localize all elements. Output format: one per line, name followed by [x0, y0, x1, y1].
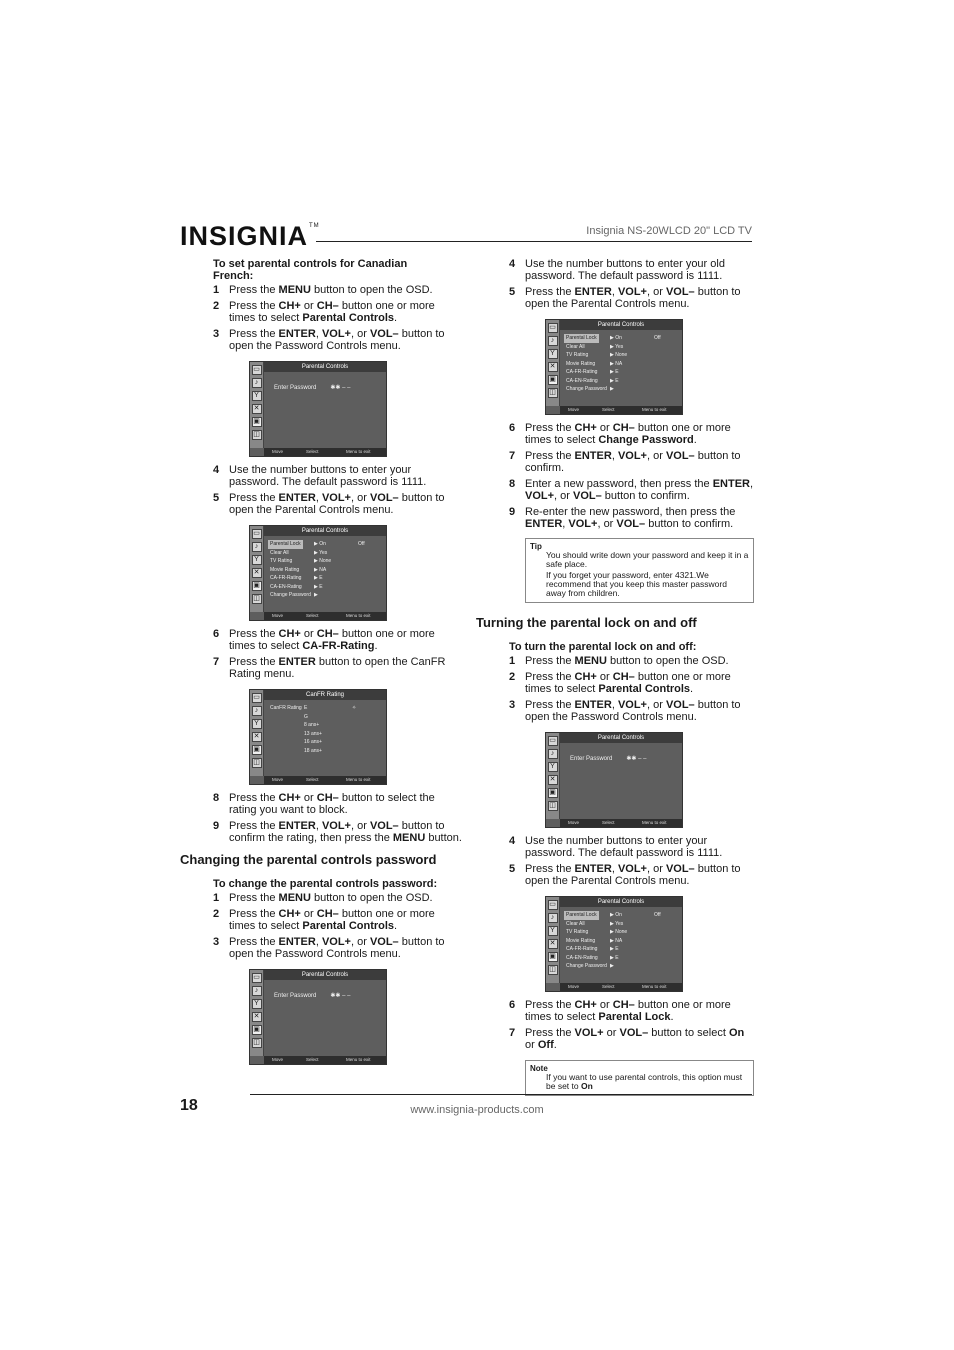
menu-row: Change Password ▶: [566, 963, 614, 969]
osd-title: CanFR Rating: [264, 690, 386, 700]
password-row: Enter Password ✱✱ – –: [274, 993, 351, 999]
menu-row: Movie Rating ▶ NA: [566, 937, 623, 944]
lock-step-5: 5 Press the ENTER, VOL+, or VOL– button to open the Parental Controls menu.: [509, 863, 741, 887]
note-box: [525, 1060, 754, 1096]
lock-icon: ▣: [549, 953, 556, 960]
input-icon: ◫: [549, 802, 556, 809]
osd-footer: Move Select Menu to exit: [264, 448, 386, 456]
lock-step-2: 2 Press the CH+ or CH– button one or more times to select Parental Controls.: [509, 671, 731, 695]
osd-parental-screen: [545, 319, 683, 415]
setup-icon: ✕: [548, 939, 558, 949]
tip-text-2: If you forget your password, enter 4321.We recommend that you keep this master password away from children.: [546, 570, 727, 598]
menu-row: CA-EN-Rating ▶ E: [566, 954, 619, 961]
osd-canfr-screen: [249, 689, 387, 785]
osd-menu-list: [566, 334, 678, 404]
menu-row: CA-FR-Rating ▶ E: [566, 369, 619, 375]
osd-password-screen: [249, 969, 387, 1065]
page-number: 18: [180, 1097, 198, 1114]
channel-icon: Y: [548, 762, 558, 772]
osd-body: [566, 747, 678, 817]
menu-row: Movie Rating ▶ NA: [270, 566, 327, 573]
osd-sidebar: [546, 897, 560, 983]
sound-icon: ♪: [252, 542, 262, 552]
channel-icon: Y: [252, 555, 262, 565]
step-8: 8 Press the CH+ or CH– button to select the rating you want to block.: [213, 792, 435, 816]
osd-password-screen: [249, 361, 387, 457]
channel-icon: Y: [252, 999, 262, 1009]
canfr-row: CanFR Rating E ✧: [270, 705, 357, 711]
tip-label: Tip: [530, 542, 542, 551]
menu-row: TV Rating ▶ None: [566, 929, 628, 935]
footer-url: www.insignia-products.com: [410, 1104, 544, 1116]
right-column: [476, 255, 754, 1096]
picture-icon: ▭: [549, 901, 556, 908]
change-step-1: 1 Press the MENU button to open the OSD.: [213, 892, 433, 904]
osd-footer: Move Select Menu to exit: [560, 819, 682, 827]
header-rule: [316, 241, 752, 242]
osd-title: Parental Controls: [560, 320, 682, 330]
sound-icon: ♪: [548, 749, 558, 759]
change-step-3: 3 Press the ENTER, VOL+, or VOL– button to open the Password Controls menu.: [213, 936, 445, 960]
insignia-logo: INSIGNIA™: [180, 221, 320, 251]
change-step-2: 2 Press the CH+ or CH– button one or more times to select Parental Controls.: [213, 908, 435, 932]
picture-icon: ▭: [549, 324, 556, 331]
menu-row: Movie Rating ▶ NA: [566, 360, 623, 367]
sound-icon: ♪: [252, 986, 262, 996]
menu-row: Change Password ▶: [270, 592, 318, 598]
change-step-5: 5 Press the ENTER, VOL+, or VOL– button to open the Parental Controls menu.: [509, 286, 741, 310]
setup-icon: ✕: [252, 568, 262, 578]
osd-sidebar: [250, 362, 264, 448]
canadian-heading: To set parental controls for Canadian French:: [213, 258, 408, 282]
menu-row: CA-FR-Rating ▶ E: [566, 946, 619, 952]
step-7: 7 Press the ENTER button to open the CanFR Rating menu.: [213, 656, 446, 680]
lock-icon: ▣: [253, 746, 260, 753]
menu-row: TV Rating ▶ None: [566, 352, 628, 358]
setup-icon: ✕: [548, 775, 558, 785]
setup-icon: ✕: [548, 362, 558, 372]
lock-step-3: 3 Press the ENTER, VOL+, or VOL– button to open the Password Controls menu.: [509, 699, 741, 723]
osd-body: [270, 376, 382, 446]
menu-row: Change Password ▶: [566, 386, 614, 392]
change-password-section-title: Changing the parental controls password: [180, 852, 437, 867]
osd-title: Parental Controls: [560, 897, 682, 907]
step-4: 4 Use the number buttons to enter your password. The default password is 1111.: [213, 464, 427, 488]
change-step-9: 9 Re-enter the new password, then press the ENTER, VOL+, or VOL– button to confirm.: [509, 506, 736, 530]
lock-icon: ▣: [253, 582, 260, 589]
input-icon: ◫: [253, 759, 260, 766]
picture-icon: ▭: [549, 737, 556, 744]
canfr-mark: ✧: [352, 705, 357, 711]
note-text: If you want to use parental controls, this option must be set to On: [546, 1072, 743, 1091]
password-row: Enter Password ✱✱ – –: [274, 385, 351, 391]
setup-icon: ✕: [252, 404, 262, 414]
channel-icon: Y: [252, 719, 262, 729]
lock-step-7: 7 Press the VOL+ or VOL– button to select On or Off.: [509, 1027, 745, 1051]
menu-row: CA-FR-Rating ▶ E: [270, 575, 323, 581]
canfr-row: 16 ans+: [304, 739, 322, 745]
step-2: 2 Press the CH+ or CH– button one or more times to select Parental Controls.: [213, 300, 435, 324]
menu-row: Parental Lock ▶ On Off: [270, 541, 365, 547]
lock-icon: ▣: [253, 1026, 260, 1033]
parental-lock-heading: To turn the parental lock on and off:: [509, 641, 697, 653]
lock-step-4: 4 Use the number buttons to enter your password. The default password is 1111.: [509, 835, 723, 859]
step-5: 5 Press the ENTER, VOL+, or VOL– button to open the Parental Controls menu.: [213, 492, 445, 516]
osd-footer: Move Select Menu to exit: [264, 612, 386, 620]
menu-row: Parental Lock ▶ On Off: [566, 335, 661, 341]
osd-sidebar: [250, 970, 264, 1056]
sound-icon: ♪: [548, 336, 558, 346]
osd-title: Parental Controls: [264, 526, 386, 536]
channel-icon: Y: [548, 926, 558, 936]
sound-icon: ♪: [548, 913, 558, 923]
input-icon: ◫: [253, 1039, 260, 1046]
canfr-row: G: [304, 713, 308, 720]
picture-icon: ▭: [253, 974, 260, 981]
canfr-row: 18 ans+: [304, 747, 322, 754]
sound-icon: ♪: [252, 706, 262, 716]
picture-icon: ▭: [253, 694, 260, 701]
osd-title: Parental Controls: [560, 733, 682, 743]
setup-icon: ✕: [252, 1012, 262, 1022]
step-1: 1 Press the MENU button to open the OSD.: [213, 284, 433, 296]
tip-box: [525, 538, 754, 603]
osd-footer: Move Select Menu to exit: [560, 983, 682, 991]
canfr-row: 8 ans+: [304, 722, 320, 728]
menu-row: CA-EN-Rating ▶ E: [270, 583, 323, 590]
menu-row: CA-EN-Rating ▶ E: [566, 377, 619, 384]
step-3: 3 Press the ENTER, VOL+, or VOL– button to open the Password Controls menu.: [213, 328, 445, 352]
osd-sidebar: [250, 526, 264, 612]
tip-text-1: You should write down your password and keep it in a safe place.: [546, 550, 749, 569]
note-label: Note: [530, 1064, 548, 1073]
input-icon: ◫: [253, 595, 260, 602]
header-title: Insignia NS-20WLCD 20" LCD TV: [586, 225, 752, 237]
picture-icon: ▭: [253, 530, 260, 537]
osd-canfr-list: [270, 704, 382, 774]
footer-rule: [250, 1094, 752, 1095]
osd-title: Parental Controls: [264, 970, 386, 980]
menu-row: Parental Lock ▶ On Off: [566, 912, 661, 918]
channel-icon: Y: [252, 391, 262, 401]
picture-icon: ▭: [253, 366, 260, 373]
osd-title: Parental Controls: [264, 362, 386, 372]
lock-icon: ▣: [549, 376, 556, 383]
menu-row: Clear All ▶ Yes: [566, 920, 624, 927]
change-step-4: 4 Use the number buttons to enter your old password. The default password is 1111.: [509, 258, 725, 282]
input-icon: ◫: [549, 966, 556, 973]
change-step-8: 8 Enter a new password, then press the ENTER, VOL+, or VOL– button to confirm.: [509, 478, 754, 502]
change-step-7: 7 Press the ENTER, VOL+, or VOL– button to confirm.: [509, 450, 741, 474]
lock-icon: ▣: [253, 418, 260, 425]
osd-body: [270, 984, 382, 1054]
step-6: 6 Press the CH+ or CH– button one or more times to select CA-FR-Rating.: [213, 628, 435, 652]
change-password-heading: To change the parental controls password:: [213, 878, 438, 890]
lock-icon: ▣: [549, 789, 556, 796]
password-row: Enter Password ✱✱ – –: [570, 756, 647, 762]
setup-icon: ✕: [252, 732, 262, 742]
osd-sidebar: [546, 733, 560, 819]
menu-row: Clear All ▶ Yes: [566, 343, 624, 350]
osd-password-screen: [545, 732, 683, 828]
osd-parental-screen: [249, 525, 387, 621]
menu-row: Clear All ▶ Yes: [270, 549, 328, 556]
change-step-6: 6 Press the CH+ or CH– button one or more times to select Change Password.: [509, 422, 731, 446]
menu-row: TV Rating ▶ None: [270, 558, 332, 564]
canfr-row: 13 ans+: [304, 730, 322, 737]
lock-step-6: 6 Press the CH+ or CH– button one or more times to select Parental Lock.: [509, 999, 731, 1023]
osd-menu-list: [270, 540, 382, 610]
input-icon: ◫: [253, 431, 260, 438]
osd-footer: Move Select Menu to exit: [560, 406, 682, 414]
osd-sidebar: [250, 690, 264, 776]
osd-menu-list: [566, 911, 678, 981]
sound-icon: ♪: [252, 378, 262, 388]
lock-step-1: 1 Press the MENU button to open the OSD.: [509, 655, 729, 667]
osd-footer: Move Select Menu to exit: [264, 776, 386, 784]
input-icon: ◫: [549, 389, 556, 396]
channel-icon: Y: [548, 349, 558, 359]
osd-sidebar: [546, 320, 560, 406]
parental-lock-section-title: Turning the parental lock on and off: [476, 615, 697, 630]
step-9: 9 Press the ENTER, VOL+, or VOL– button to confirm the rating, then press the MENU button.: [213, 820, 462, 844]
osd-parental-screen: [545, 896, 683, 992]
left-column: [180, 255, 462, 1065]
osd-footer: Move Select Menu to exit: [264, 1056, 386, 1064]
